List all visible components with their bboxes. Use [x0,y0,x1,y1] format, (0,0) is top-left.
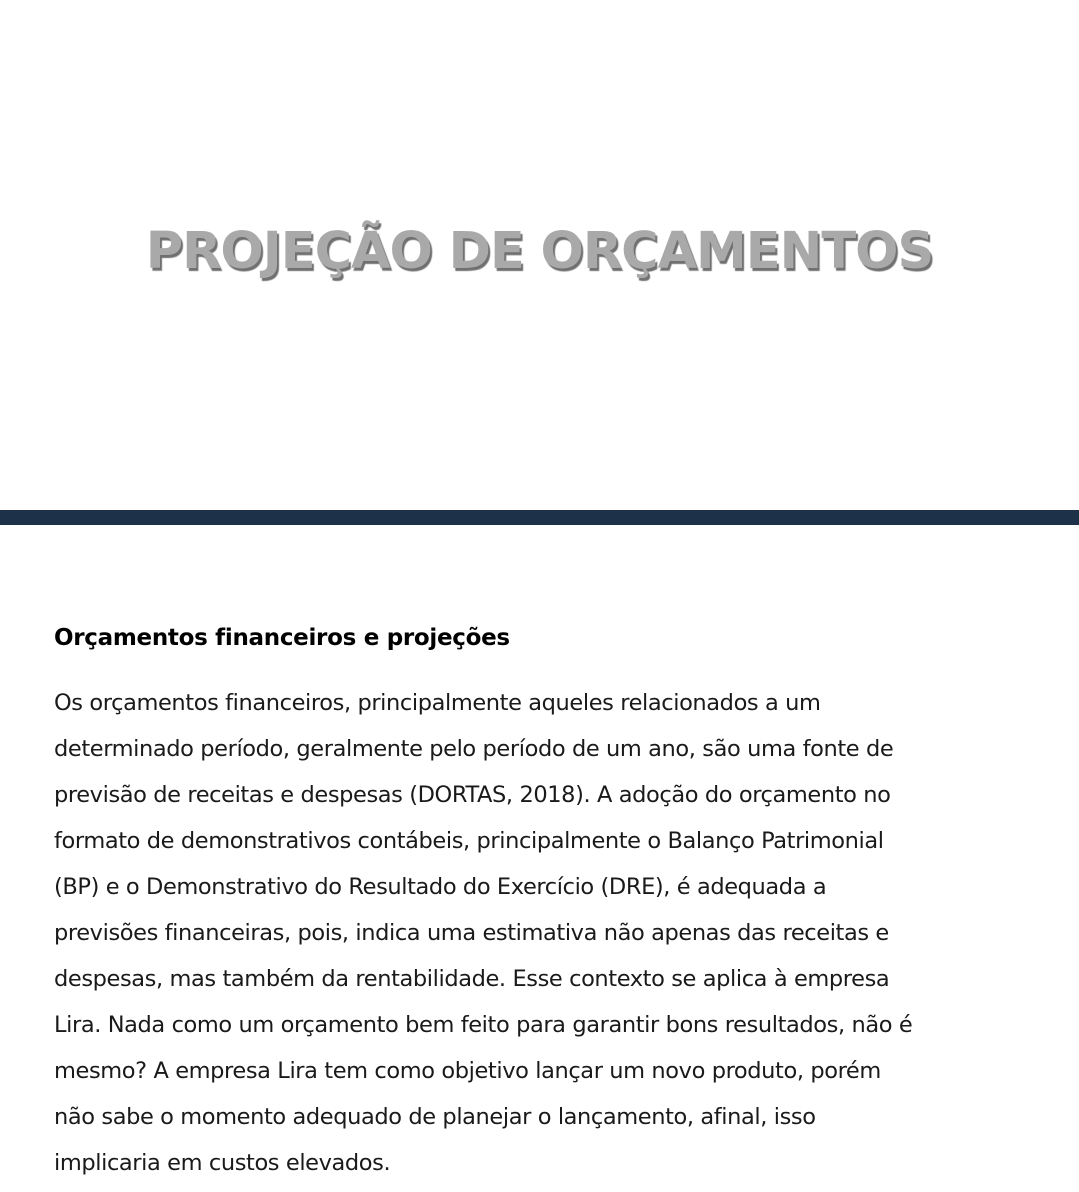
paragraph-line: formato de demonstrativos contábeis, principalmente o Balanço Patrimonial [54,828,884,854]
section-divider [0,510,1079,525]
page-title: PROJEÇÃO DE ORÇAMENTOS [145,222,934,281]
body-paragraph [54,680,1039,1186]
section-heading: Orçamentos financeiros e projeções [54,625,510,651]
hero-banner [0,0,1079,510]
paragraph-line: implicaria em custos elevados. [54,1150,391,1176]
paragraph-line: não sabe o momento adequado de planejar o lançamento, afinal, isso [54,1104,816,1130]
paragraph-line: despesas, mas também da rentabilidade. Esse contexto se aplica à empresa [54,966,890,992]
paragraph-line: previsões financeiras, pois, indica uma estimativa não apenas das receitas e [54,920,889,946]
paragraph-line: Os orçamentos financeiros, principalmente aqueles relacionados a um [54,690,821,716]
paragraph-line: (BP) e o Demonstrativo do Resultado do Exercício (DRE), é adequada a [54,874,827,900]
main-content [54,618,1039,1186]
paragraph-line: Lira. Nada como um orçamento bem feito para garantir bons resultados, não é [54,1012,913,1038]
paragraph-line: determinado período, geralmente pelo período de um ano, são uma fonte de [54,736,894,762]
paragraph-line: previsão de receitas e despesas (DORTAS, 2018). A adoção do orçamento no [54,782,891,808]
paragraph-line: mesmo? A empresa Lira tem como objetivo lançar um novo produto, porém [54,1058,881,1084]
